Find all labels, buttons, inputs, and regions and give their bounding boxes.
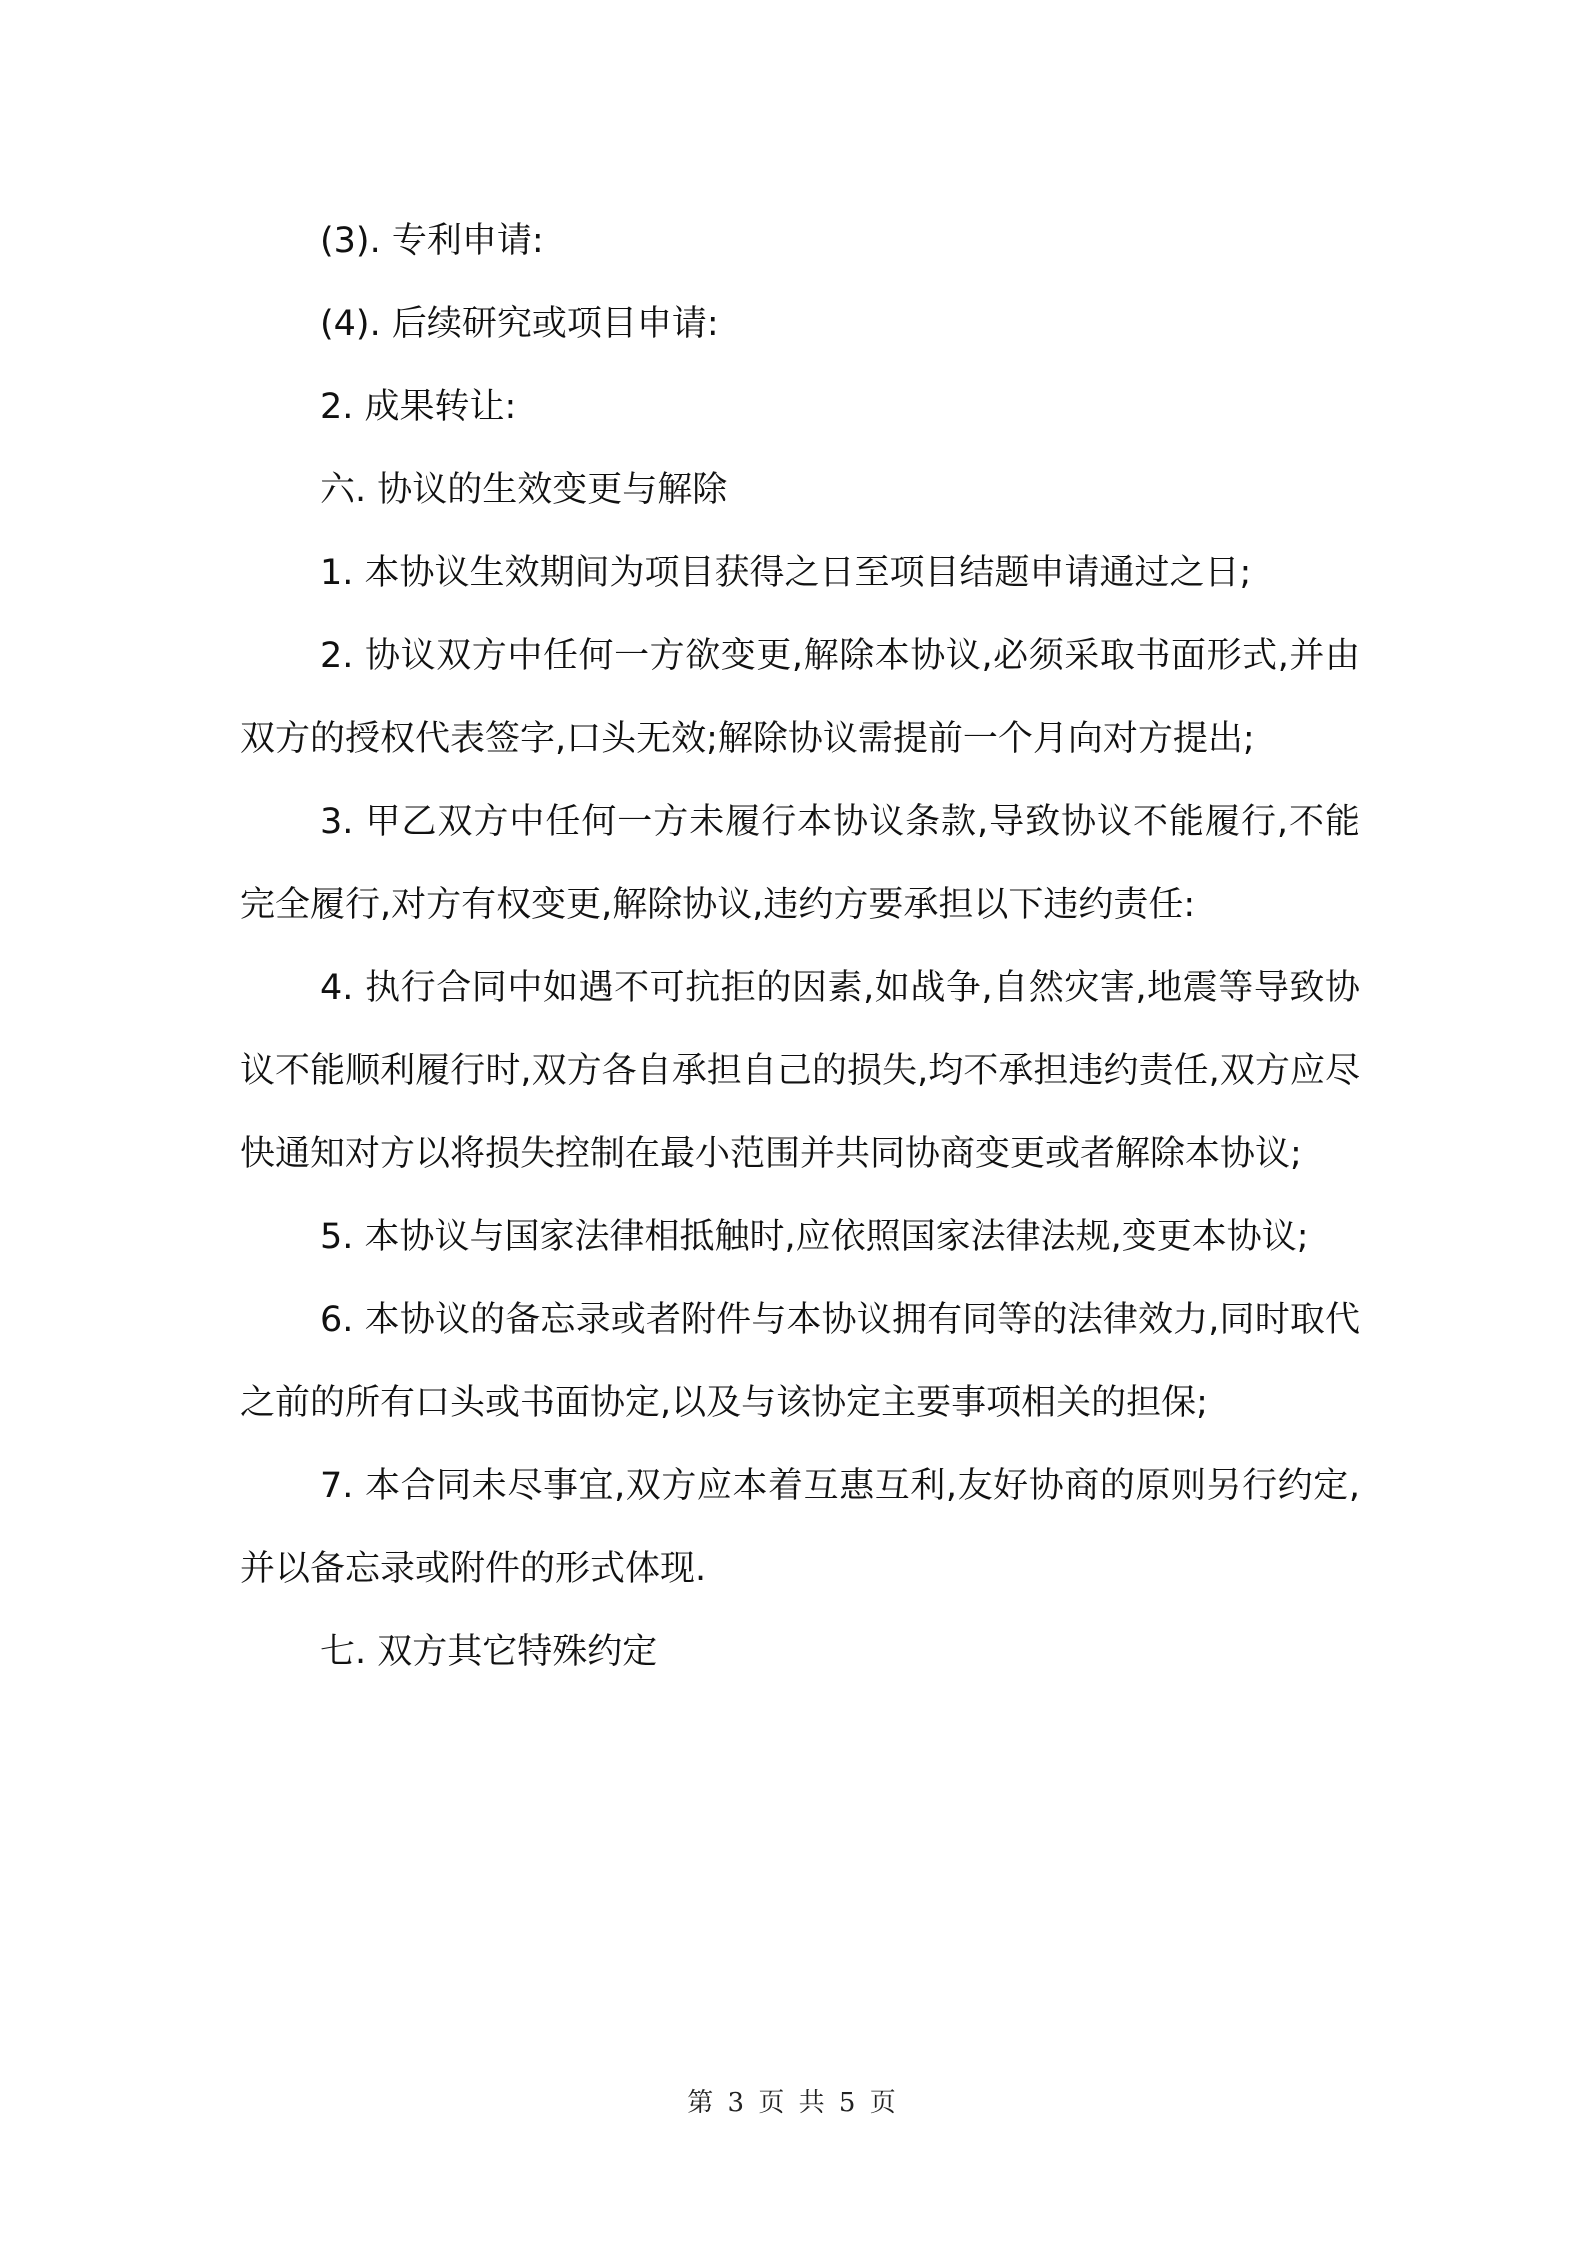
page-number-footer: 第 3 页 共 5 页 bbox=[687, 2088, 899, 2118]
clause-2: 2. 协议双方中任何一方欲变更,解除本协议,必须采取书面形式,并由双方的授权代表签字,口头无效;解除协议需提前一个月向对方提出; bbox=[240, 636, 1360, 759]
paragraph-follow-up-research: (4). 后续研究或项目申请: bbox=[320, 304, 719, 344]
clause-5: 5. 本协议与国家法律相抵触时,应依照国家法律法规,变更本协议; bbox=[320, 1217, 1309, 1257]
paragraph-patent-application: (3). 专利申请: bbox=[320, 221, 544, 261]
clause-1: 1. 本协议生效期间为项目获得之日至项目结题申请通过之日; bbox=[320, 553, 1252, 593]
clause-4: 4. 执行合同中如遇不可抗拒的因素,如战争,自然灾害,地震等导致协议不能顺利履行时,双方各自承担自己的损失,均不承担违约责任,双方应尽快通知对方以将损失控制在最小范围并共同协商变更或者解除本协议; bbox=[240, 968, 1360, 1174]
paragraph-result-transfer: 2. 成果转让: bbox=[320, 387, 517, 427]
document-body bbox=[240, 200, 1360, 1694]
clause-7: 7. 本合同未尽事宜,双方应本着互惠互利,友好协商的原则另行约定,并以备忘录或附件的形式体现. bbox=[240, 1466, 1360, 1589]
section-heading-seven: 七. 双方其它特殊约定 bbox=[320, 1632, 658, 1672]
section-heading-six: 六. 协议的生效变更与解除 bbox=[320, 470, 728, 510]
clause-6: 6. 本协议的备忘录或者附件与本协议拥有同等的法律效力,同时取代之前的所有口头或书面协定,以及与该协定主要事项相关的担保; bbox=[240, 1300, 1360, 1423]
clause-3: 3. 甲乙双方中任何一方未履行本协议条款,导致协议不能履行,不能完全履行,对方有权变更,解除协议,违约方要承担以下违约责任: bbox=[240, 802, 1360, 925]
